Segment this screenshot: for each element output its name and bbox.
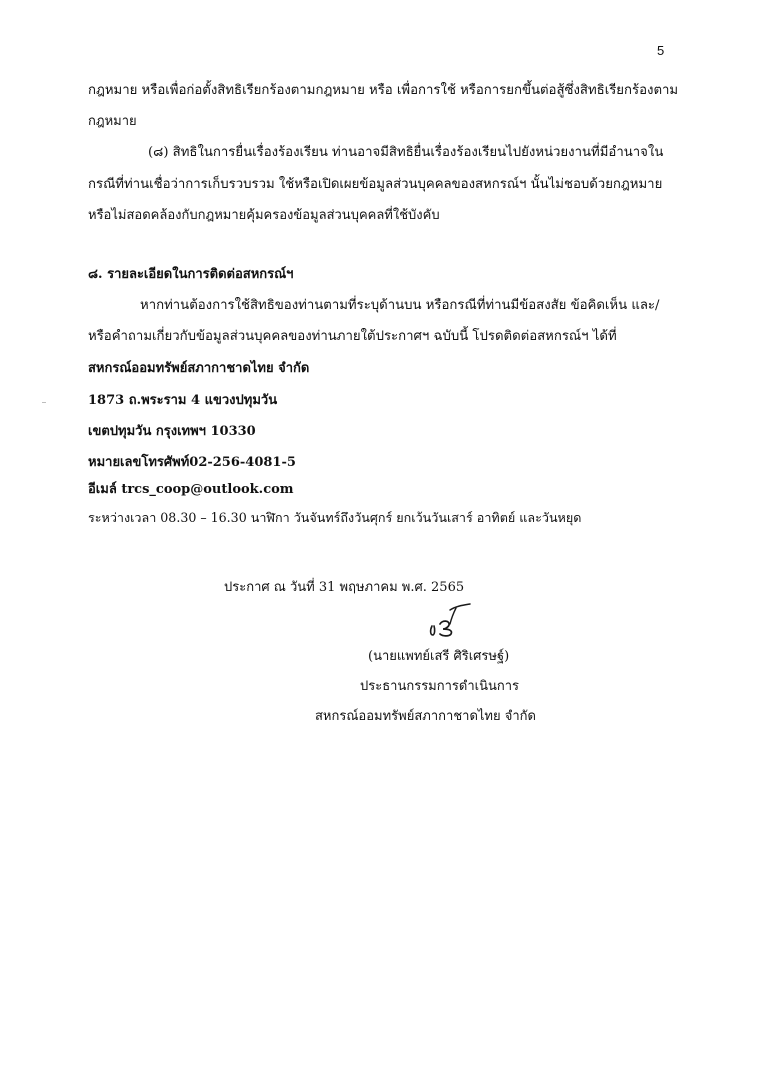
section-8-heading: ๘. รายละเอียดในการติดต่อสหกรณ์ฯ: [88, 267, 294, 282]
signer-organization: สหกรณ์ออมทรัพย์สภากาชาดไทย จำกัด: [315, 709, 536, 724]
signer-name: (นายแพทย์เสรี ศิริเศรษฐ์): [368, 649, 510, 664]
handwritten-signature: [420, 600, 480, 640]
page-number: 5: [657, 43, 665, 58]
announcement-date: ประกาศ ณ วันที่ 31 พฤษภาคม พ.ศ. 2565: [224, 580, 465, 595]
paragraph-2-line-2: กรณีที่ท่านเชื่อว่าการเก็บรวบรวม ใช้หรือเปิดเผยข้อมูลส่วนบุคคลของสหกรณ์ฯ นั้นไม่ชอบด้วยกฎหมาย: [88, 177, 663, 192]
section-8-body-line-2: หรือคำถามเกี่ยวกับข้อมูลส่วนบุคคลของท่านภายใต้ประกาศฯ ฉบับนี้ โปรดติดต่อสหกรณ์ฯ ได้ที่: [88, 329, 617, 344]
contact-name: สหกรณ์ออมทรัพย์สภากาชาดไทย จำกัด: [88, 361, 310, 376]
scan-speck: [42, 402, 46, 403]
contact-phone: หมายเลขโทรศัพท์02-256-4081-5: [88, 455, 296, 470]
paragraph-2-line-1: (๘) สิทธิในการยื่นเรื่องร้องเรียน ท่านอาจมีสิทธิยื่นเรื่องร้องเรียนไปยังหน่วยงานที่มีอำนาจใน: [148, 145, 664, 160]
paragraph-2-line-3: หรือไม่สอดคล้องกับกฎหมายคุ้มครองข้อมูลส่วนบุคคลที่ใช้บังคับ: [88, 208, 440, 223]
contact-email: อีเมล์ trcs_coop@outlook.com: [88, 482, 294, 497]
paragraph-1-line-1: กฎหมาย หรือเพื่อก่อตั้งสิทธิเรียกร้องตามกฎหมาย หรือ เพื่อการใช้ หรือการยกขึ้นต่อสู้ซึ่งสิทธิเรียกร้องตาม: [88, 83, 679, 98]
paragraph-1-line-2: กฎหมาย: [88, 114, 137, 129]
signer-title: ประธานกรรมการดำเนินการ: [360, 679, 520, 694]
contact-hours: ระหว่างเวลา 08.30 – 16.30 นาฬิกา วันจันทร์ถึงวันศุกร์ ยกเว้นวันเสาร์ อาทิตย์ และวันหยุด: [88, 510, 582, 525]
section-8-body-line-1: หากท่านต้องการใช้สิทธิของท่านตามที่ระบุด้านบน หรือกรณีที่ท่านมีข้อสงสัย ข้อคิดเห็น และ/: [140, 298, 660, 313]
contact-address-2: เขตปทุมวัน กรุงเทพฯ 10330: [88, 424, 256, 439]
contact-address-1: 1873 ถ.พระราม 4 แขวงปทุมวัน: [88, 393, 278, 408]
